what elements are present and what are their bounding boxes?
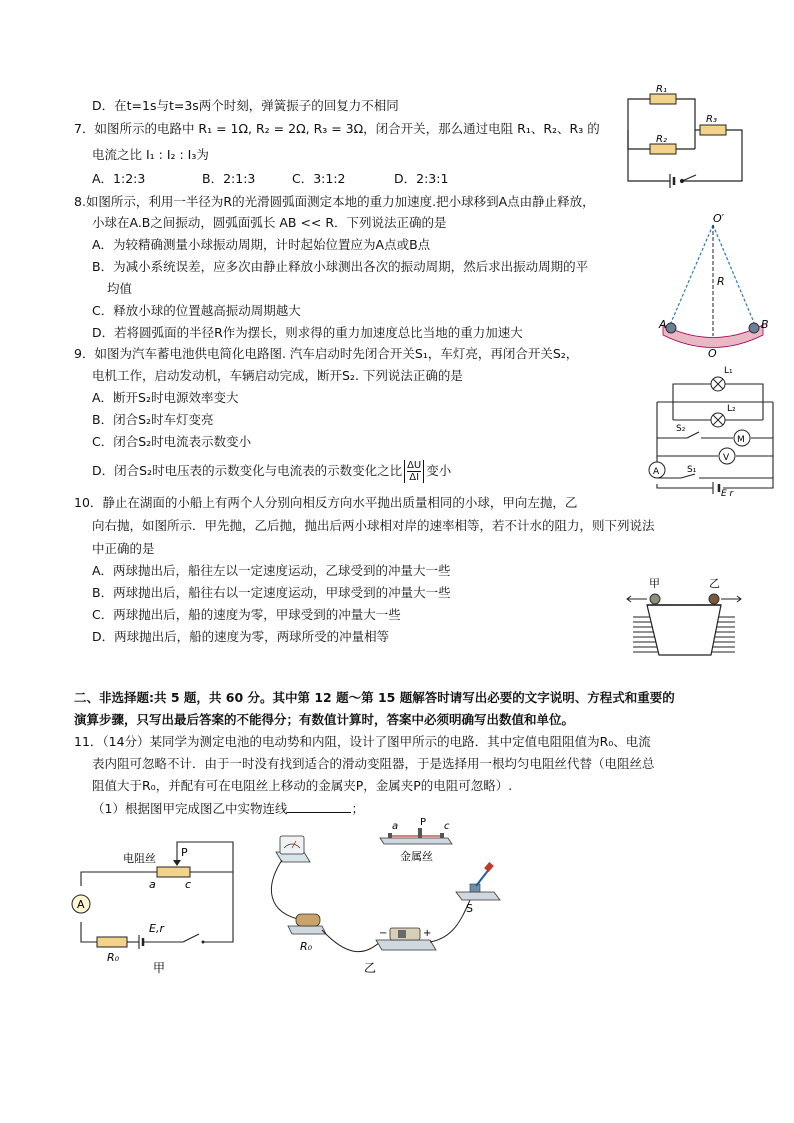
q11-sub1-text: （1）根据图甲完成图乙中实物连线 — [92, 801, 288, 816]
q8-pendulum-figure — [655, 210, 785, 365]
q7-option-b: B．2:1:3 — [202, 171, 256, 186]
resistor-r3 — [700, 125, 726, 135]
q8-stem-line1: 8.如图所示，利用一半径为R的光滑圆弧面测定本地的重力加速度.把小球移到A点由静止释放， — [74, 194, 595, 209]
resistor-r0 — [97, 937, 127, 947]
q8-option-c: C．释放小球的位置越高振动周期越大 — [92, 303, 301, 318]
q9-stem-line2: 电机工作，启动发动机，车辆启动完成，断开S₂. 下列说法正确的是 — [92, 368, 463, 383]
label-r0: R₀ — [107, 951, 120, 964]
q10-option-b: B．两球抛出后，船往右以一定速度运动，甲球受到的冲量大一些 — [92, 585, 451, 600]
label-o-prime: O′ — [713, 212, 725, 225]
q8-option-d: D．若将圆弧面的半径R作为摆长，则求得的重力加速度总比当地的重力加速大 — [92, 325, 523, 340]
resistor-r0-device — [288, 914, 326, 934]
delta-u-over-delta-i — [404, 460, 424, 483]
q10-option-c: C．两球抛出后，船的速度为零，甲球受到的冲量大一些 — [92, 607, 401, 622]
label-ammeter: A — [77, 898, 85, 911]
q8-option-b-line2: 均值 — [107, 281, 133, 296]
q8-stem-line2: 小球在A.B之间振动，圆弧面弧长 AB << R．下列说法正确的是 — [92, 215, 447, 230]
q7-stem-line1: 7．如图所示的电路中 R₁ = 1Ω, R₂ = 2Ω, R₃ = 3Ω，闭合开关，那么通过电阻 R₁、R₂、R₃ 的 — [74, 121, 600, 136]
q6-option-d: D．在t=1s与t=3s两个时刻，弹簧振子的回复力不相同 — [92, 98, 399, 113]
q7-option-d: D．2:3:1 — [394, 171, 449, 186]
q10-stem-line2: 向右抛，如图所示．甲先抛，乙后抛，抛出后两小球相对岸的速率相等，若不计水的阻力，则下列说法 — [92, 518, 655, 533]
frac-denominator: ΔI — [409, 472, 420, 483]
section2-heading-line2: 演算步骤，只写出最后答案的不能得分；有数值计算时，答案中必须明确写出数值和单位。 — [74, 712, 575, 727]
label-r: R — [717, 275, 725, 288]
label-plus: + — [423, 928, 432, 939]
boat — [647, 605, 721, 655]
resistance-wire — [157, 867, 190, 877]
q10-stem-line1: 10．静止在湖面的小船上有两个人分别向相反方向水平抛出质量相同的小球，甲向左抛，乙 — [74, 495, 578, 510]
q7-circuit-figure — [620, 85, 750, 190]
ball-a — [666, 323, 676, 333]
q9-car-circuit-figure — [643, 362, 785, 497]
label-a: A — [659, 318, 667, 331]
q10-stem-line3: 中正确的是 — [92, 541, 155, 556]
label-s1: S₁ — [687, 465, 697, 475]
label-a: a — [149, 878, 156, 891]
label-l1: L₁ — [724, 366, 733, 376]
caption-jia: 甲 — [153, 961, 166, 975]
ball-b — [749, 323, 759, 333]
label-l2: L₂ — [727, 404, 736, 414]
label-wire: 电阻丝 — [123, 852, 156, 865]
q11-sub1-end: ； — [351, 801, 364, 816]
metal-wire-board — [380, 828, 452, 844]
q9-option-d — [92, 460, 451, 483]
q9-option-b: B．闭合S₂时车灯变亮 — [92, 412, 214, 427]
label-er: E r — [721, 489, 734, 497]
label-a: a — [392, 821, 399, 832]
resistor-r2 — [650, 144, 676, 154]
ball-yi — [709, 594, 719, 604]
caption-yi: 乙 — [364, 961, 377, 975]
frac-numerator: ΔU — [407, 460, 422, 471]
q11-figure-yi — [258, 808, 508, 978]
label-m: M — [737, 435, 745, 445]
label-v: V — [723, 453, 730, 463]
q11-stem-line3: 阻值大于R₀，并配有可在电阻丝上移动的金属夹P，金属夹P的电阻可忽略）. — [92, 778, 513, 793]
label-a: A — [653, 467, 660, 477]
label-c: c — [444, 821, 450, 832]
switch-s-device — [456, 862, 500, 900]
q9-option-d-end: 变小 — [426, 463, 452, 478]
label-jia: 甲 — [649, 577, 660, 590]
q10-option-a: A．两球抛出后，船往左以一定速度运动，乙球受到的冲量大一些 — [92, 563, 451, 578]
resistor-r1 — [650, 94, 676, 104]
q7-option-c: C．3:1:2 — [292, 171, 346, 186]
label-yi: 乙 — [709, 577, 720, 590]
label-minus: − — [379, 928, 388, 939]
label-r1: R₁ — [656, 85, 667, 95]
q11-figure-jia — [65, 838, 245, 978]
ammeter-device — [276, 836, 310, 862]
label-r0: R₀ — [300, 940, 313, 953]
section2-heading-line1: 二、非选择题:共 5 题，共 60 分。其中第 12 题～第 15 题解答时请写出必要的文字说明、方程式和重要的 — [74, 690, 675, 705]
label-metal-wire: 金属丝 — [400, 850, 433, 863]
q9-option-a: A．断开S₂时电源效率变大 — [92, 390, 239, 405]
label-er: E,r — [149, 922, 164, 935]
q11-stem-line1: 11．（14分）某同学为测定电池的电动势和内阻，设计了图甲所示的电路．其中定值电阻阻值为R₀、电流 — [74, 734, 651, 749]
q7-option-a: A．1:2:3 — [92, 171, 146, 186]
q10-option-d: D．两球抛出后，船的速度为零，两球所受的冲量相等 — [92, 629, 390, 644]
label-s2: S₂ — [676, 424, 686, 434]
label-o: O — [708, 347, 717, 360]
label-r2: R₂ — [656, 134, 667, 145]
label-c: c — [185, 878, 192, 891]
q10-boat-figure — [625, 575, 745, 660]
q8-option-a: A．为较精确测量小球振动周期，计时起始位置应为A点或B点 — [92, 237, 431, 252]
q9-stem-line1: 9．如图为汽车蓄电池供电简化电路图. 汽车启动时先闭合开关S₁，车灯亮，再闭合开关S₂， — [74, 346, 579, 361]
label-s: S — [466, 902, 473, 915]
q11-stem-line2: 表内阻可忽略不计．由于一时没有找到适合的滑动变阻器，于是选择用一根均匀电阻丝代替（电阻丝总 — [92, 756, 655, 771]
label-b: B — [761, 318, 769, 331]
label-p: P — [181, 846, 188, 859]
q7-stem-line2: 电流之比 I₁ : I₂ : I₃为 — [92, 147, 209, 162]
label-p: P — [420, 817, 427, 828]
q9-option-d-text: D．闭合S₂时电压表的示数变化与电流表的示数变化之比 — [92, 463, 403, 478]
label-r3: R₃ — [706, 114, 717, 125]
ball-jia — [650, 594, 660, 604]
q9-option-c: C．闭合S₂时电流表示数变小 — [92, 434, 252, 449]
q8-option-b-line1: B．为减小系统误差，应多次由静止释放小球测出各次的振动周期，然后求出振动周期的平 — [92, 259, 589, 274]
